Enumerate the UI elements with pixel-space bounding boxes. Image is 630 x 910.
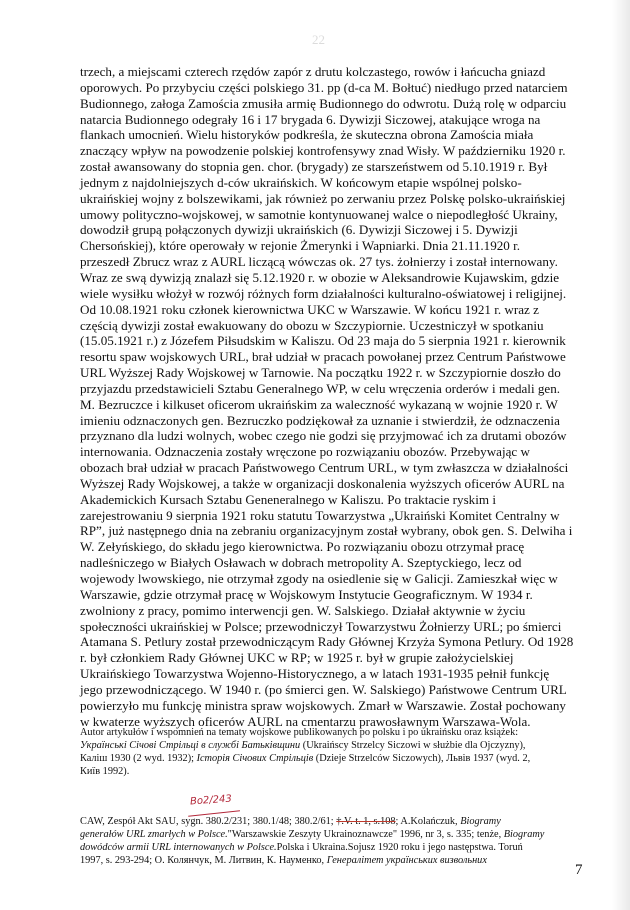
note-title-italic: Генералітет українських визвольних bbox=[326, 855, 487, 866]
note-line bbox=[80, 752, 592, 765]
body-paragraph bbox=[80, 64, 588, 729]
body-line: internowania. Odznaczenia zostały wręczone po rozwiązaniu obozów. Przebywając w bbox=[80, 444, 530, 460]
body-line: dowodził grupą połączonych dywizji ukraińskich (6. Dywizji Siczowej i 5. Dywizji bbox=[80, 222, 518, 238]
body-line: wojewody lwowskiego, nie otrzymał zgody na osiedlenie się w Galicji. Zamieszkał więc w bbox=[80, 571, 558, 586]
note-title-italic: Історія Січових Стрільців bbox=[196, 753, 314, 764]
body-line: Atamana S. Petlury został przewodniczącym Rady Głównej Krzyża Symona Petlury. Od 1928 bbox=[80, 634, 574, 650]
body-line: umowy polityczno-wojskowej, w samotnie kontynuowanej walce o niepodległość Ukrainy, bbox=[80, 206, 558, 222]
body-line: Ukraińskiego Towarzystwa Wojenno-Historycznego, a w latach 1931-1935 pełnił funkcję bbox=[80, 666, 550, 682]
body-line: został awansowany do stopnia gen. chor. (brygady) ze starszeństwem od 5.10.1919 r. Był bbox=[80, 159, 548, 175]
page-edge-shadow bbox=[612, 0, 630, 910]
body-line: Od 10.08.1921 roku członek kierownictwa UKC w Warszawie. W końcu 1921 r. wraz z bbox=[80, 301, 539, 317]
body-line: nadleśniczego w Białych Osławach w dobrach metropolity A. Szeptyckiego, lecz od bbox=[80, 555, 522, 571]
body-line: trzech, a miejscami czterech rzędów zapór z drutu kolczastego, rowów i łańcucha gniazd bbox=[80, 64, 546, 79]
body-line: W. Zełyńskiego, do składu jego kierownictwa. Po rozwiązaniu obozu otrzymał pracę bbox=[80, 539, 525, 555]
body-line: ukraińskiej wojny z bolszewikami, jak również po zerwaniu przez Polskę polsko-ukraińskiej bbox=[80, 190, 566, 206]
body-line: zwolniony z pracy, pomimo interwencji gen. W. Salskiego. Działał aktywnie w życiu bbox=[80, 602, 526, 618]
body-line: Wyższej Rady Wojskowej, a także w organizacji doskonalenia wyższych oficerów AURL na bbox=[80, 475, 565, 491]
note-text: 1997, s. 293-294; О. Колянчук, М. Литвин, К. Науменко, bbox=[80, 855, 327, 866]
body-line: RP”, już następnego dnia na zebraniu organizacyjnym został wybrany, obok gen. S. Delwiha i bbox=[80, 523, 573, 539]
note-text: Polska i Ukraina.Sojusz 1920 roku i jego następstwa. Toruń bbox=[276, 842, 523, 853]
body-line: Chersońskiej), które operowały w rejonie Żmerynki i Wapniarki. Dnia 21.11.1920 r. bbox=[80, 238, 521, 254]
note-text: Калiш 1930 (2 wyd. 1932); bbox=[80, 753, 197, 764]
note-title-italic: Biogramy bbox=[460, 816, 501, 827]
note-text: (Ukraińscy Strzelcy Siczowi w służbie dla Ojczyzny), bbox=[300, 740, 526, 751]
body-line: częścią dywizji został ewakuowany do obozu w Szczypiornie. Uczestniczył w spotkaniu bbox=[80, 317, 544, 333]
body-line: przyjazdu przedstawicieli Sztabu Generalnego WP, w celu wręczenia orderów i medali gen. bbox=[80, 380, 561, 396]
body-line: przeszedł Zbrucz wraz z AURL liczącą wówczas ok. 27 tys. żołnierzy i został internowany. bbox=[80, 254, 558, 270]
note-line bbox=[80, 739, 592, 752]
body-line: Warszawie, gdzie otrzymał pracę w Wojskowym Instytucie Geograficznym. W 1934 r. bbox=[80, 586, 533, 602]
body-line: społeczności ukraińskiej w Polsce; przewodniczył Towarzystwu Żołnierzy URL; po śmierci bbox=[80, 618, 562, 634]
sources-note bbox=[80, 815, 592, 867]
handwritten-archive-mark: Bo2/243 bbox=[189, 793, 233, 808]
note-line bbox=[80, 828, 592, 841]
note-text: Autor artykułów i wspomnień na tematy wojskowe publikowanych po polsku i po ukraińsku oraz książek: bbox=[80, 727, 519, 738]
note-title-italic: Українські Січові Стрільці в службі Батьківщини bbox=[80, 740, 301, 751]
body-line: jednym z najdolniejszych d-ców ukraińskich. W końcowym etapie wspólnej polsko- bbox=[80, 174, 522, 190]
note-title-italic: dowódców armii URL internowanych w Polsce. bbox=[80, 842, 277, 853]
body-line: resortu spaw wojskowych URL, brał udział w pracach powołanej przez Centrum Państwowe bbox=[80, 349, 566, 365]
note-text: CAW, Zespół Akt SAU, sygn. 380.2/231; 380.1/48; 380.2/61; bbox=[80, 816, 337, 827]
note-line bbox=[80, 841, 592, 854]
body-line: (15.05.1921 r.) z Józefem Piłsudskim w Kaliszu. Od 23 maja do 5 sierpnia 1921 r. kierownik bbox=[80, 333, 566, 349]
note-title-italic: generałów URL zmarłych w Polsce. bbox=[80, 829, 228, 840]
note-line bbox=[80, 726, 592, 739]
body-line: natarcia Budionnego odegrały 16 i 17 brygada 6. Dywizji Siczowej, atakujące wroga na bbox=[80, 111, 541, 127]
bleed-through-number: 22 bbox=[312, 32, 325, 47]
author-note bbox=[80, 726, 592, 778]
body-line: Budionnego, załoga Zamościa zmusiła armię Budionnego do odwrotu. Dużą rolę w odparciu bbox=[80, 95, 567, 111]
body-line: r. był członkiem Rady Głównej UKC w RP; w 1925 r. był w grupie założycielskiej bbox=[80, 650, 514, 666]
note-line bbox=[80, 765, 592, 778]
page-number: 7 bbox=[575, 862, 583, 878]
note-text: "Warszawskie Zeszyty Ukrainoznawcze" 1996, nr 3, s. 335; tenże, bbox=[227, 829, 504, 840]
note-struck-text: †.V. t. 1, s.108 bbox=[336, 816, 396, 827]
body-line: w kwaterze wyższych oficerów AURL na cmentarzu prawosławnym Warszawa-Wola. bbox=[80, 713, 531, 729]
body-line: M. Bezruczce i kilkuset oficerom ukraińskim za waleczność wykazaną w wojnie 1920 r. W bbox=[80, 396, 558, 412]
body-line: flankach umocnień. Wielu historyków podkreśla, że skuteczna obrona Zamościa miała bbox=[80, 127, 534, 143]
body-line: jego przewodniczącego. W 1940 r. (po śmierci gen. W. Salskiego) Państwowe Centrum URL bbox=[80, 681, 567, 697]
body-line: zarejestrowaniu 9 sierpnia 1921 roku statutu Towarzystwa „Ukraiński Komitet Centralny w bbox=[80, 507, 560, 523]
note-title-italic: Biogramy bbox=[503, 829, 545, 840]
body-line: URL Wyższej Rady Wojskowej w Tarnowie. Na początku 1922 r. w Szczypiornie doszło do bbox=[80, 365, 561, 381]
body-line: imieniu odznaczonych gen. Bezruczko podziękował za uznanie i stwierdził, że odznaczenia bbox=[80, 412, 560, 428]
note-text: (Dzieje Strzelców Siczowych), Львiв 1937 (wyd. 2, bbox=[313, 753, 531, 764]
body-line: wiele wysiłku włożył w rozwój różnych form działalności kulturalno-oświatowej i religijnej. bbox=[80, 285, 567, 301]
body-line: Wraz ze swą dywizją znalazł się 5.12.1920 r. w obozie w Aleksandrowie Kujawskim, gdzie bbox=[80, 269, 560, 285]
note-line bbox=[80, 854, 592, 867]
body-line: powierzyło mu funkcję ministra spraw wojskowych. Zmarł w Warszawie. Został pochowany bbox=[80, 697, 566, 713]
note-text: Київ 1992). bbox=[80, 766, 130, 777]
note-text: ; A.Kolańczuk, bbox=[395, 816, 461, 827]
body-line: przyznano dla ludzi wolnych, wobec czego nie godzi się przyjmować ich za drutami obozów bbox=[80, 428, 567, 444]
body-line: Akademickich Kursach Sztabu Geneneralnego w Kaliszu. Po traktacie ryskim i bbox=[80, 491, 496, 507]
note-line bbox=[80, 815, 592, 828]
body-line: znaczący wpływ na powodzenie polskiej kontrofensywy znad Wisły. W październiku 1920 r. bbox=[80, 143, 566, 159]
body-line: oporowych. Po przybyciu części polskiego 31. pp (d-ca M. Bołtuć) niedługo przed natarciem bbox=[80, 79, 568, 95]
body-line: obozach brał udział w pracach Państwowego Centrum URL, w tym zwłaszcza w działalności bbox=[80, 460, 569, 476]
